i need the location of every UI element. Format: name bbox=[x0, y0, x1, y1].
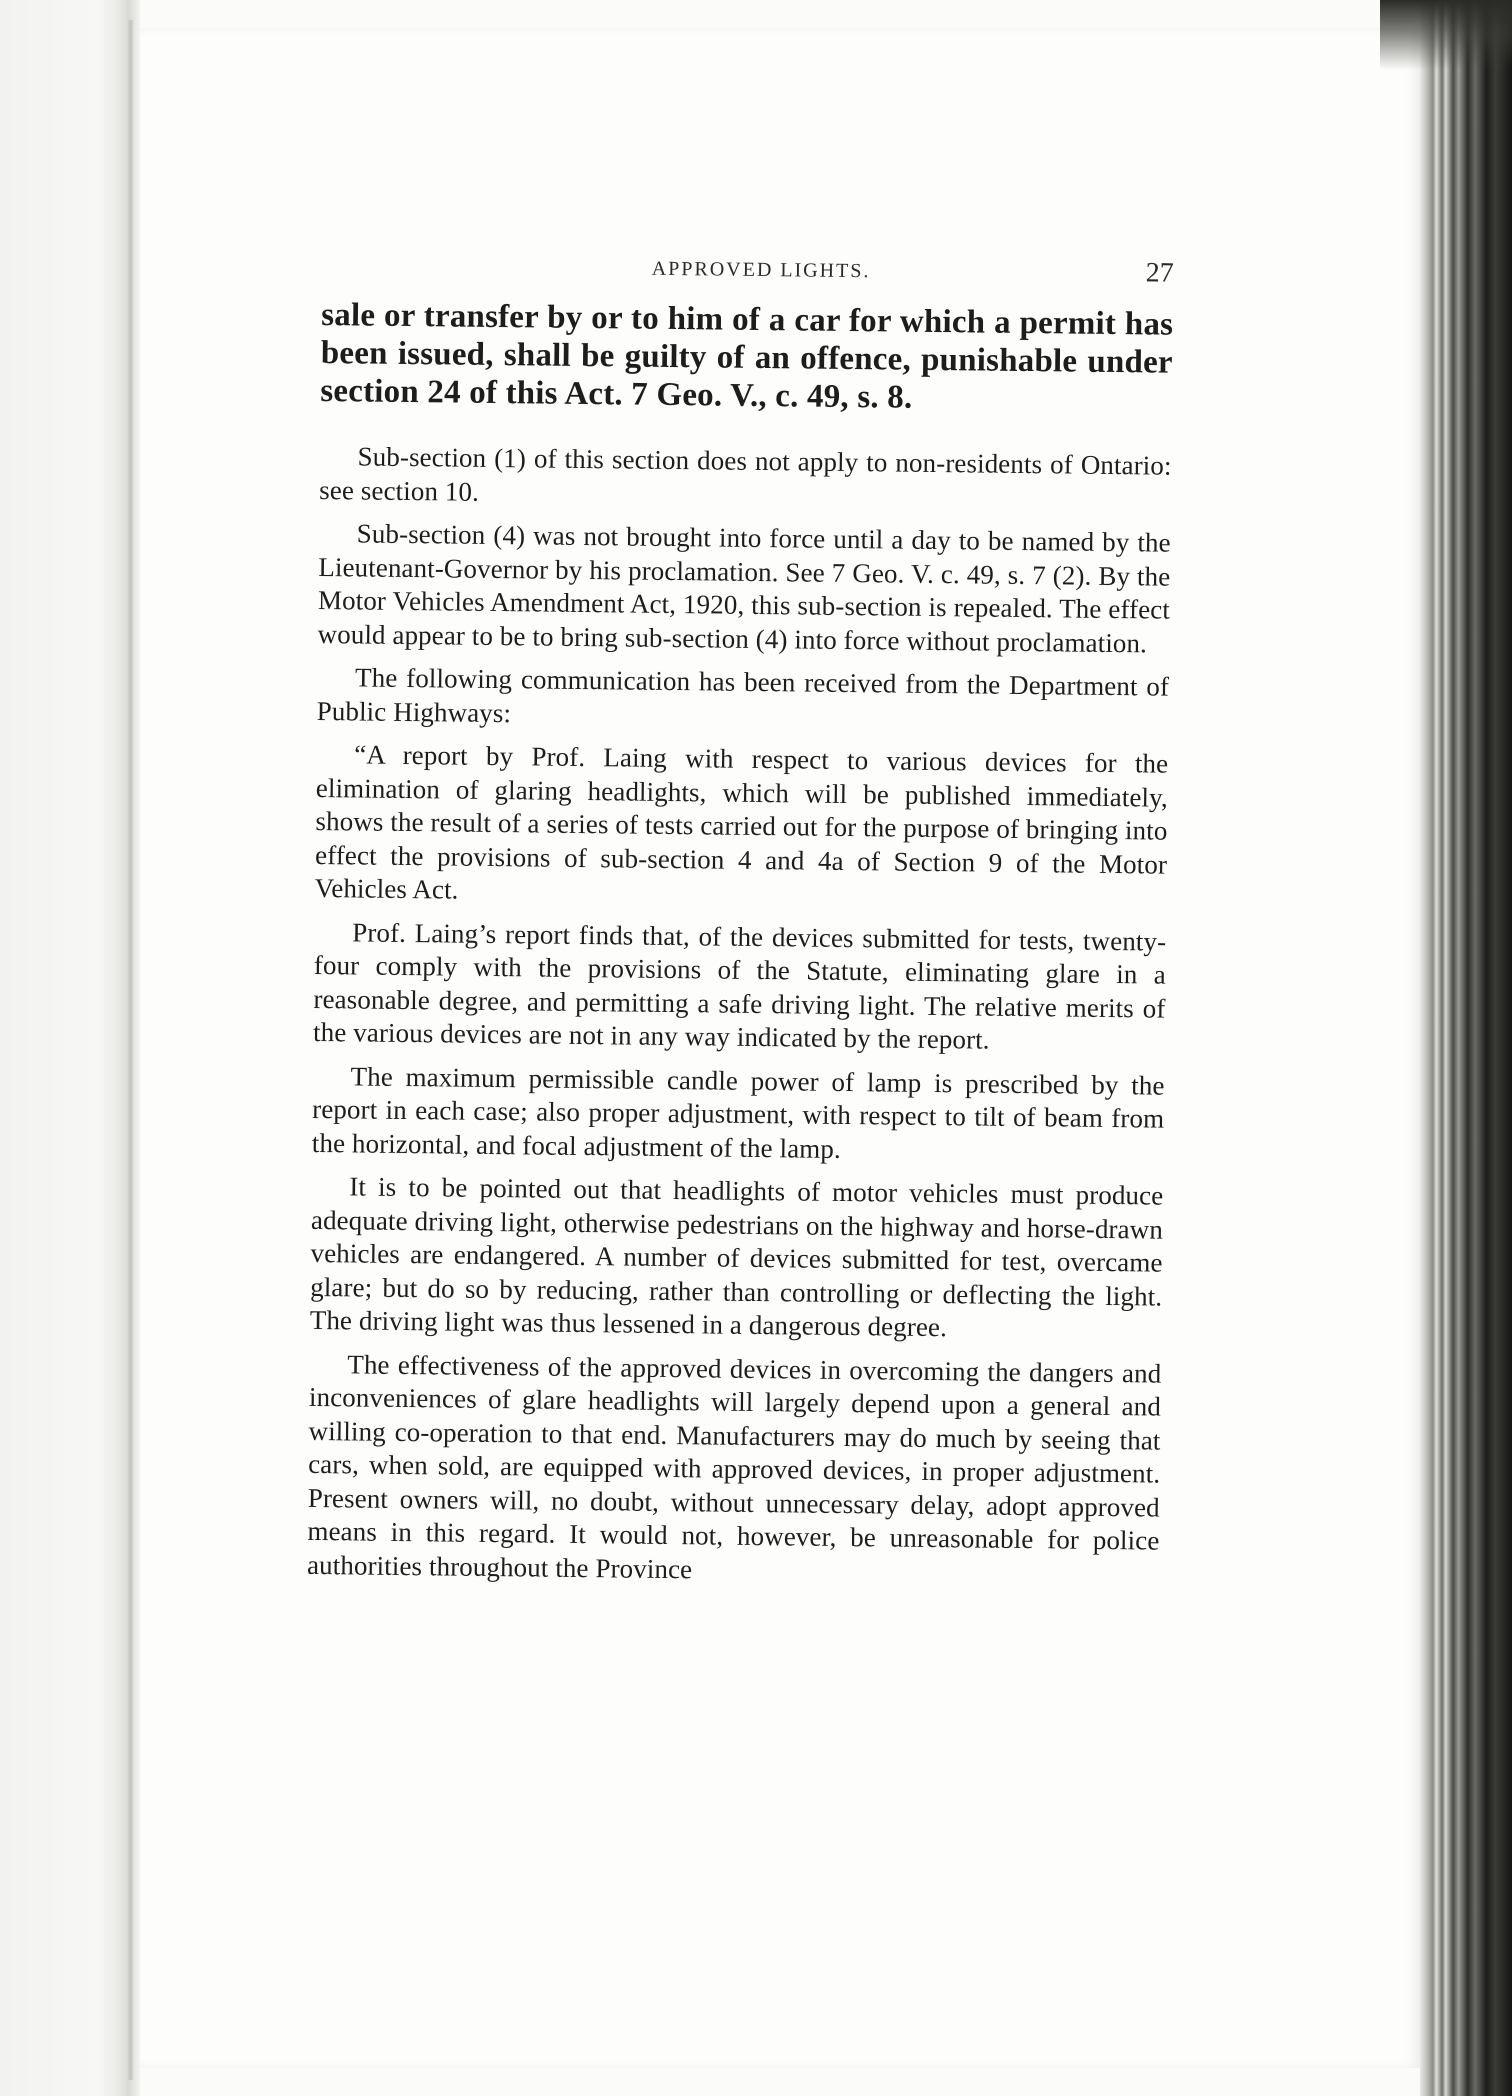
gutter-shadow bbox=[128, 20, 134, 2080]
quoted-paragraph: The maximum permissible candle power of lamp is prescribed by the report in each case; also proper adjustment, with respect to tilt of beam from the horizontal, and focal adjustment of the lamp. bbox=[311, 1060, 1165, 1164]
statute-text-block bbox=[320, 296, 1173, 420]
running-title: APPROVED LIGHTS. bbox=[651, 257, 871, 283]
statute-paragraph: sale or transfer by or to him of a car for which a permit has been issued, shall be guilty of an offence, punishable under section 24 of this Act. 7 Geo. V., c. 49, s. 8. bbox=[320, 296, 1174, 416]
page-content bbox=[307, 248, 1174, 1602]
note-paragraph: Sub-section (1) of this section does not apply to non-residents of Ontario: see section 10. bbox=[319, 441, 1172, 507]
binding-shadow bbox=[1380, 0, 1512, 70]
quoted-paragraph: “A report by Prof. Laing with respect to various devices for the elimination of glaring headlights, which will be published immediately, shows the result of a series of tests carried out for the purpose of bringing into effect the provisions of sub-section 4 and 4a of Section 9 of the Motor Vehicles Act. bbox=[314, 739, 1169, 905]
page-stack-edge bbox=[1420, 0, 1512, 2096]
quoted-paragraph: The effectiveness of the approved devices in overcoming the dangers and inconveniences of glare headlights will largely depend upon a general and willing co-operation to that end. Manufacturers may do much by seeing that cars, when sold, are equipped with approved devices, in proper adjustment. Present owners will, no doubt, without unnecessary delay, adopt approved means in this regard. It would not, however, be unreasonable for police authorities throughout the Province bbox=[306, 1348, 1162, 1584]
note-paragraph: The following communication has been received from the Department of Public Highways: bbox=[316, 662, 1170, 728]
note-paragraph: Sub-section (4) was not brought into force until a day to be named by the Lieutenant-Governor by his proclamation. See 7 Geo. V. c. 49, s. 7 (2). By the Motor Vehicles Amendment Act, 1920, this sub-section is repealed. The effect would appear to be to bring sub-section (4) into force without proclamation. bbox=[317, 518, 1171, 658]
previous-page-edge bbox=[0, 0, 140, 2096]
quoted-paragraph: It is to be pointed out that headlights of motor vehicles must produce adequate driving light, otherwise pedestrians on the highway and horse-drawn vehicles are endangered. A number of devices submitted for test, overcame glare; but do so by reducing, rather than controlling or deflecting the light. The driving light was thus lessened in a dangerous degree. bbox=[309, 1171, 1164, 1343]
quoted-paragraph: Prof. Laing’s report finds that, of the devices submitted for tests, twenty-four comply with the provisions of the Statute, eliminating glare in a reasonable degree, and permitting a safe driving light. The relative merits of the various devices are not in any way indicated by the report. bbox=[312, 916, 1167, 1055]
page-number: 27 bbox=[1145, 257, 1174, 289]
running-head bbox=[321, 248, 1173, 306]
commentary-notes bbox=[307, 440, 1172, 1592]
